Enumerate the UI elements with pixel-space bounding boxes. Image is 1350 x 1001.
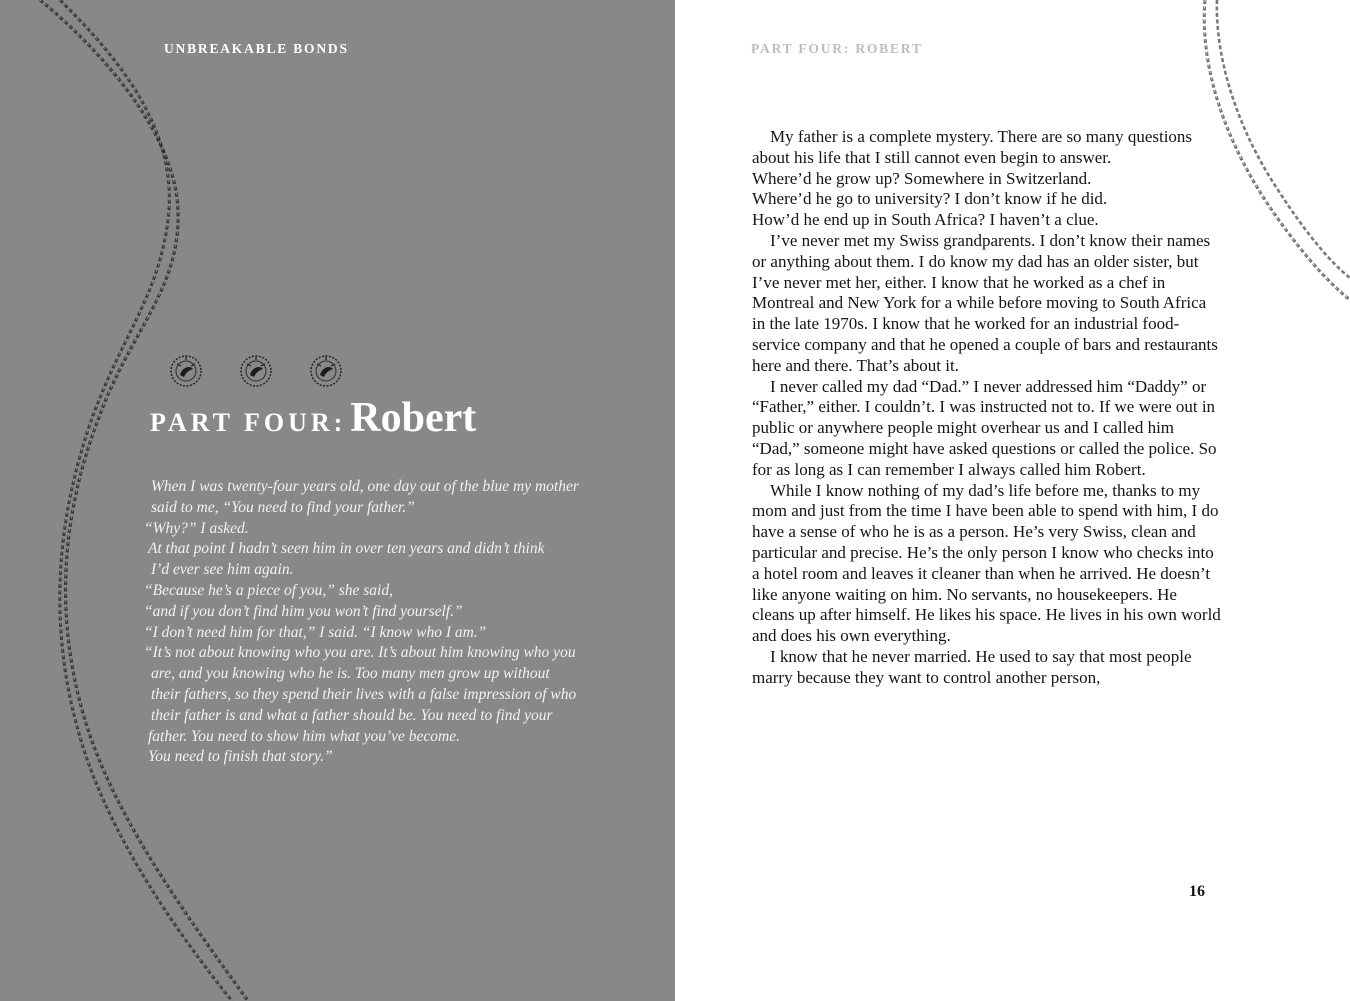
body-paragraph: Where’d he grow up? Somewhere in Switzerland.: [752, 168, 1092, 188]
epigraph-line: father. You need to show him what you’ve become.: [148, 727, 460, 745]
epigraph-line: “Because he’s a piece of you,” she said,: [144, 581, 393, 599]
seal-ornament-icon: [238, 352, 274, 390]
ornament-row: [168, 352, 344, 390]
epigraph-line: At that point I hadn’t seen him in over ten years and didn’t think: [148, 540, 545, 558]
epigraph: [144, 477, 624, 768]
epigraph-line: You need to finish that story.”: [148, 748, 333, 766]
body-text: [752, 127, 1222, 689]
running-head: PART FOUR: ROBERT: [751, 41, 923, 56]
body-paragraph: My father is a complete mystery. There are so many questions about his life that I still cannot even begin to answer.: [752, 127, 1193, 167]
body-paragraph: I never called my dad “Dad.” I never addressed him “Daddy” or “Father,” either. I couldn’t. I was instructed not to. If we were out in public or anywhere people might overhear us and I called him “Dad,” someone might have asked questions or called the police. So for as long as I can remember I always called him Robert.: [752, 376, 1217, 479]
body-paragraph: Where’d he go to university? I don’t know if he did.: [752, 189, 1108, 209]
body-paragraph: While I know nothing of my dad’s life before me, thanks to my mom and just from the time I have been able to spend with him, I do have a sense of who he is as a person. He’s very Swiss, clean and particular and precise. He’s the only person I know who checks into a hotel room and leaves it cleaner than when he arrived. He doesn’t like anyone waiting on him. No servants, no housekeepers. He cleans up after himself. He likes his space. He lives in his own world and does his own everything.: [752, 480, 1221, 646]
seal-ornament-icon: [308, 352, 344, 390]
body-paragraph: How’d he end up in South Africa? I haven’t a clue.: [752, 210, 1099, 230]
epigraph-line: I’d ever see him again.: [151, 561, 294, 579]
part-title-prefix: PART FOUR:: [150, 408, 347, 437]
body-paragraph: I’ve never met my Swiss grandparents. I don’t know their names or anything about them. I do know my dad has an older sister, but I’ve never met her, either. I know that he worked as a chef in Montreal and New York for a while before moving to South Africa in the late 1970s. I know that he worked for an industrial food-service company and that he opened a couple of bars and restaurants here and there. That’s about it.: [752, 230, 1218, 375]
epigraph-line: “I don’t need him for that,” I said. “I know who I am.”: [144, 623, 487, 641]
epigraph-line: “It’s not about knowing who you are. It’s about him knowing who you: [144, 644, 576, 662]
epigraph-line: their father is and what a father should be. You need to find your: [151, 706, 553, 724]
epigraph-line: are, and you knowing who he is. Too many men grow up without: [151, 665, 550, 683]
epigraph-line: their fathers, so they spend their lives with a false impression of who: [151, 685, 577, 703]
part-title-name: Robert: [350, 395, 477, 441]
running-head: UNBREAKABLE BONDS: [164, 41, 349, 56]
epigraph-line: “and if you don’t find him you won’t find yourself.”: [144, 602, 463, 620]
epigraph-line: said to me, “You need to find your father.”: [151, 498, 415, 516]
seal-ornament-icon: [168, 352, 204, 390]
part-title: [150, 394, 476, 442]
page-number: 16: [1189, 883, 1205, 900]
epigraph-line: When I was twenty-four years old, one day out of the blue my mother: [151, 478, 579, 495]
body-paragraph: I know that he never married. He used to say that most people marry because they want to control another person,: [752, 646, 1192, 687]
right-page: [675, 0, 1350, 1001]
epigraph-line: “Why?” I asked.: [144, 519, 249, 537]
